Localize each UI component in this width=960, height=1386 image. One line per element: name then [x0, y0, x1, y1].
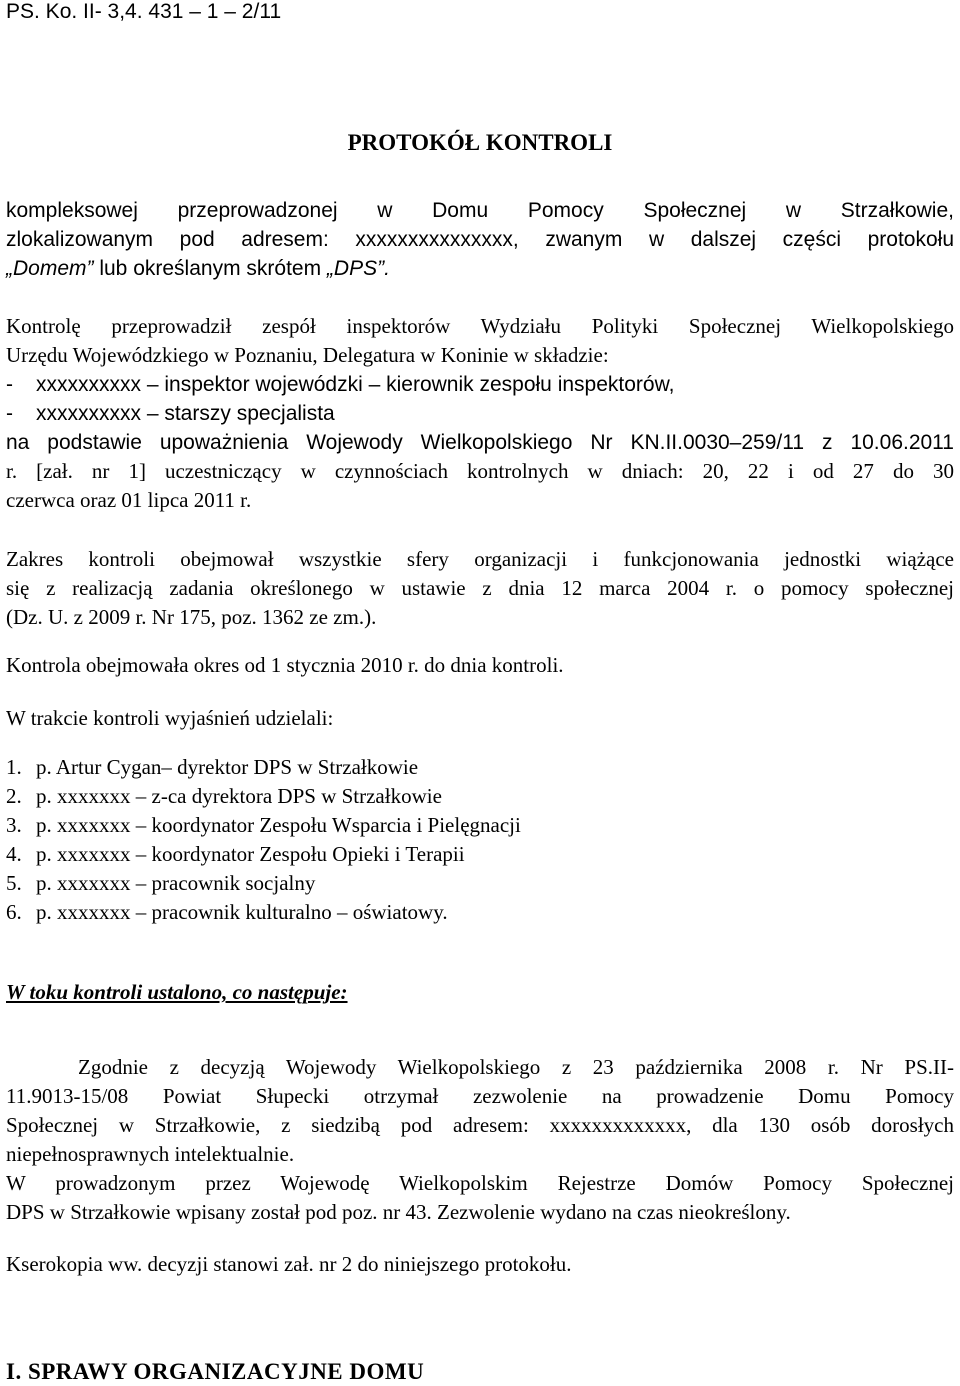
intro-term-dps: „DPS”.	[326, 257, 390, 280]
explanations-heading: W trakcie kontroli wyjaśnień udzielali:	[6, 706, 334, 730]
scope-paragraph	[6, 545, 954, 632]
intro-paragraph	[6, 196, 954, 283]
control-period: Kontrola obejmowała okres od 1 stycznia 2010 r. do dnia kontroli.	[6, 653, 564, 677]
findings-line-2: 11.9013-15/08 Powiat Słupecki otrzymał zezwolenie na prowadzenie Domu Pomocy	[6, 1084, 954, 1108]
findings-line-6: DPS w Strzałkowie wpisany został pod poz. nr 43. Zezwolenie wydano na czas nieokreślony.	[6, 1200, 791, 1224]
list-item: 1. p. Artur Cygan– dyrektor DPS w Strzałkowie	[6, 755, 419, 779]
intro-line-3	[6, 254, 954, 283]
scope-line-2: się z realizacją zadania określonego w ustawie z dnia 12 marca 2004 r. o pomocy społecznej	[6, 576, 954, 600]
scope-line-1: Zakres kontroli obejmował wszystkie sfery organizacji i funkcjonowania jednostki wiążące	[6, 547, 954, 571]
team-line-2: Urzędu Wojewódzkiego w Poznaniu, Delegatura w Koninie w składzie:	[6, 343, 609, 367]
document-title: PROTOKÓŁ KONTROLI	[347, 130, 613, 155]
team-line-1: Kontrolę przeprowadził zespół inspektorów Wydziału Polityki Społecznej Wielkopolskiego	[6, 314, 954, 338]
findings-heading: W toku kontroli ustalono, co następuje:	[6, 980, 348, 1004]
list-item: 2. p. xxxxxxx – z-ca dyrektora DPS w Strzałkowie	[6, 784, 442, 808]
team-member-1: - xxxxxxxxxx – inspektor wojewódzki – kierownik zespołu inspektorów,	[6, 373, 675, 396]
team-paragraph	[6, 312, 954, 515]
document-reference: PS. Ko. II- 3,4. 431 – 1 – 2/11	[6, 0, 282, 23]
findings-line-4: niepełnosprawnych intelektualnie.	[6, 1142, 295, 1166]
authorization-line-1: na podstawie upoważnienia Wojewody Wielkopolskiego Nr KN.II.0030–259/11 z 10.06.2011	[6, 431, 954, 454]
findings-line-1: Zgodnie z decyzją Wojewody Wielkopolskiego z 23 października 2008 r. Nr PS.II-	[78, 1055, 954, 1079]
findings-line-3: Społecznej w Strzałkowie, z siedzibą pod adresem: xxxxxxxxxxxxx, dla 130 osób dorosłych	[6, 1113, 954, 1137]
intro-line-1: kompleksowej przeprowadzonej w Domu Pomocy Społecznej w Strzałkowie,	[6, 199, 954, 222]
list-item: 5. p. xxxxxxx – pracownik socjalny	[6, 871, 316, 895]
list-item: 3. p. xxxxxxx – koordynator Zespołu Wsparcia i Pielęgnacji	[6, 813, 521, 837]
findings-paragraph	[6, 1053, 954, 1227]
intro-line-3-mid: lub określanym skrótem	[93, 257, 327, 280]
team-member-2: - xxxxxxxxxx – starszy specjalista	[6, 402, 335, 425]
intro-term-domem: „Domem”	[6, 257, 94, 280]
copy-note: Kserokopia ww. decyzji stanowi zał. nr 2 do niniejszego protokołu.	[6, 1252, 572, 1276]
findings-line-5: W prowadzonym przez Wojewodę Wielkopolskim Rejestrze Domów Pomocy Społecznej	[6, 1171, 954, 1195]
list-item: 4. p. xxxxxxx – koordynator Zespołu Opieki i Terapii	[6, 842, 465, 866]
list-item: 6. p. xxxxxxx – pracownik kulturalno – oświatowy.	[6, 900, 448, 924]
section-heading: I. SPRAWY ORGANIZACYJNE DOMU	[6, 1359, 425, 1384]
authorization-line-3: czerwca oraz 01 lipca 2011 r.	[6, 488, 252, 512]
authorization-line-2: r. [zał. nr 1] uczestniczący w czynnościach kontrolnych w dniach: 20, 22 i od 27 do 30	[6, 459, 954, 483]
scope-line-3: (Dz. U. z 2009 r. Nr 175, poz. 1362 ze zm.).	[6, 605, 377, 629]
intro-line-2: zlokalizowanym pod adresem: xxxxxxxxxxxxxxx, zwanym w dalszej części protokołu	[6, 228, 954, 251]
explainers-list	[6, 753, 954, 927]
